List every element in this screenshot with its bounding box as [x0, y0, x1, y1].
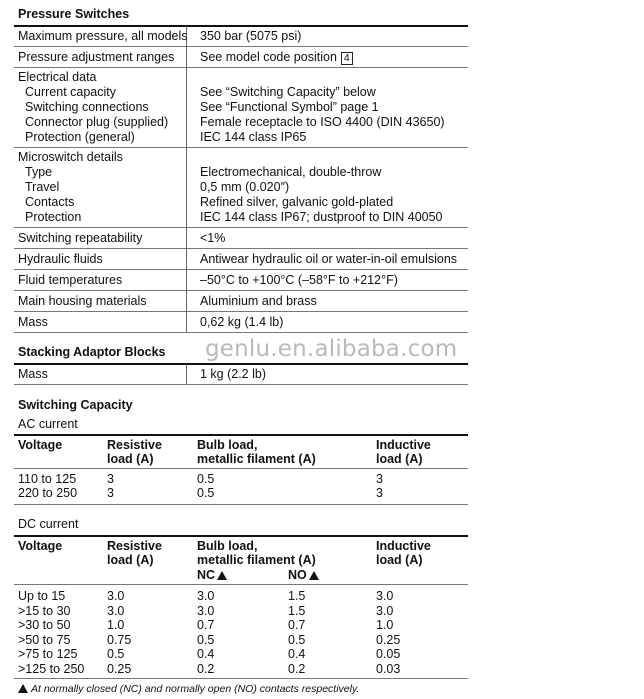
row-value: Female receptacle to ISO 4400 (DIN 43650): [200, 115, 445, 129]
rule: [14, 147, 468, 148]
rule: [14, 363, 468, 365]
col-header: load (A): [376, 553, 423, 567]
row-value: Electromechanical, double-throw: [200, 165, 382, 179]
row-value: Aluminium and brass: [200, 294, 317, 308]
row-value: 1 kg (2.2 lb): [200, 367, 267, 381]
col-header: load (A): [107, 452, 154, 466]
table-cell: 1.5: [288, 603, 306, 618]
rule: [14, 269, 468, 270]
col-header: Resistive: [107, 539, 162, 553]
row-value: 350 bar (5075 psi): [200, 29, 302, 43]
no-label: NO: [288, 568, 307, 582]
table-cell: 3.0: [107, 603, 125, 618]
row-value-text: See model code position: [200, 50, 337, 64]
row-label: Maximum pressure, all models: [18, 29, 188, 43]
row-label: Switching repeatability: [18, 231, 143, 245]
table-cell: 0.5: [107, 647, 125, 662]
row-label: Connector plug (supplied): [25, 115, 169, 129]
row-value: 0,5 mm (0.020″): [200, 180, 290, 194]
table-cell: >75 to 125: [18, 647, 78, 662]
column-divider: [186, 26, 187, 332]
table-cell: 0.2: [197, 662, 215, 676]
table-cell: 1.0: [107, 618, 125, 633]
row-value: 0,62 kg (1.4 lb): [200, 315, 284, 329]
rule: [14, 584, 468, 585]
rule: [14, 678, 468, 679]
table-cell: 0.7: [288, 618, 306, 633]
row-label: Fluid temperatures: [18, 273, 123, 287]
rule: [14, 504, 468, 505]
row-value: IEC 144 class IP65: [200, 130, 307, 144]
table-cell: 0.25: [376, 632, 401, 647]
col-header: metallic filament (A): [197, 553, 316, 567]
rule: [14, 311, 468, 312]
rule: [14, 332, 468, 333]
table-cell: >125 to 250: [18, 662, 85, 676]
rule: [14, 468, 468, 469]
table-cell: 3.0: [107, 589, 125, 603]
row-value: See “Switching Capacity” below: [200, 85, 376, 99]
row-label: Switching connections: [25, 100, 149, 114]
table-cell: 220 to 250: [18, 486, 78, 500]
position-box: 4: [341, 52, 353, 65]
row-value: <1%: [200, 231, 226, 245]
table-cell: Up to 15: [18, 589, 66, 603]
rule: [14, 434, 468, 436]
table-cell: >15 to 30: [18, 603, 71, 618]
table-cell: 3: [107, 486, 114, 500]
stacking-title: Stacking Adaptor Blocks: [18, 345, 166, 359]
table-cell: 0.5: [288, 632, 306, 647]
table-cell: 1.5: [288, 589, 306, 603]
microswitch-header: Microswitch details: [18, 150, 123, 164]
rule: [14, 227, 468, 228]
table-cell: 3.0: [197, 603, 215, 618]
dc-label: DC current: [18, 517, 79, 531]
triangle-icon: [309, 571, 319, 580]
row-label: Pressure adjustment ranges: [18, 50, 175, 64]
table-cell: >50 to 75: [18, 632, 71, 647]
table-cell: 0.03: [376, 662, 401, 676]
electrical-header: Electrical data: [18, 70, 97, 84]
row-label: Protection (general): [25, 130, 135, 144]
no-header: [288, 568, 319, 583]
table-cell: 0.25: [107, 662, 132, 676]
row-label: Travel: [25, 180, 60, 194]
col-header: Resistive: [107, 438, 162, 452]
rule: [14, 46, 468, 47]
table-cell: 3.0: [376, 603, 394, 618]
watermark: genlu.en.alibaba.com: [205, 336, 458, 362]
table-cell: 0.05: [376, 647, 401, 662]
row-value: –50°C to +100°C (–58°F to +212°F): [200, 273, 398, 287]
nc-label: NC: [197, 568, 216, 582]
col-header: load (A): [376, 452, 423, 466]
col-header: Voltage: [18, 438, 63, 452]
col-header: Bulb load,: [197, 438, 258, 452]
col-header: metallic filament (A): [197, 452, 316, 466]
table-cell: 0.5: [197, 486, 215, 500]
row-label: Contacts: [25, 195, 75, 209]
table-cell: 0.5: [197, 472, 215, 486]
table-cell: 0.7: [197, 618, 215, 633]
table-cell: 3: [376, 472, 383, 486]
row-value: Refined silver, galvanic gold-plated: [200, 195, 394, 209]
table-cell: 1.0: [376, 618, 394, 633]
row-value: IEC 144 class IP67; dustproof to DIN 40050: [200, 210, 443, 224]
col-header: Inductive: [376, 438, 431, 452]
table-cell: >30 to 50: [18, 618, 71, 633]
table-cell: 3: [107, 472, 114, 486]
ac-label: AC current: [18, 417, 78, 431]
table-cell: 0.2: [288, 662, 306, 676]
column-divider: [186, 364, 187, 384]
row-label: Mass: [18, 315, 48, 329]
col-header: Inductive: [376, 539, 431, 553]
row-value: See “Functional Symbol” page 1: [200, 100, 379, 114]
col-header: Voltage: [18, 539, 63, 553]
pressure-title: Pressure Switches: [18, 7, 130, 21]
table-cell: 0.75: [107, 632, 132, 647]
rule: [14, 67, 468, 68]
col-header: load (A): [107, 553, 154, 567]
table-cell: 0.4: [288, 647, 306, 662]
rule: [14, 25, 468, 27]
row-value: [200, 50, 353, 65]
row-label: Hydraulic fluids: [18, 252, 103, 266]
rule: [14, 248, 468, 249]
row-label: Protection: [25, 210, 82, 224]
table-cell: 3.0: [197, 589, 215, 603]
switching-title: Switching Capacity: [18, 398, 133, 412]
rule: [14, 384, 468, 385]
row-label: Type: [25, 165, 53, 179]
row-value: Antiwear hydraulic oil or water-in-oil emulsions: [200, 252, 458, 266]
footnote: [18, 682, 359, 697]
table-cell: 3: [376, 486, 383, 500]
row-label: Mass: [18, 367, 48, 381]
row-label: Main housing materials: [18, 294, 147, 308]
table-cell: 110 to 125: [18, 472, 77, 486]
table-cell: 0.5: [197, 632, 215, 647]
row-label: Current capacity: [25, 85, 117, 99]
triangle-icon: [18, 684, 28, 693]
footnote-text: At normally closed (NC) and normally open (NO) contacts respectively.: [31, 683, 360, 695]
nc-header: [197, 568, 227, 583]
table-cell: 0.4: [197, 647, 215, 662]
rule: [14, 290, 468, 291]
col-header: Bulb load,: [197, 539, 258, 553]
triangle-icon: [217, 571, 227, 580]
table-cell: 3.0: [376, 589, 394, 603]
rule: [14, 535, 468, 537]
